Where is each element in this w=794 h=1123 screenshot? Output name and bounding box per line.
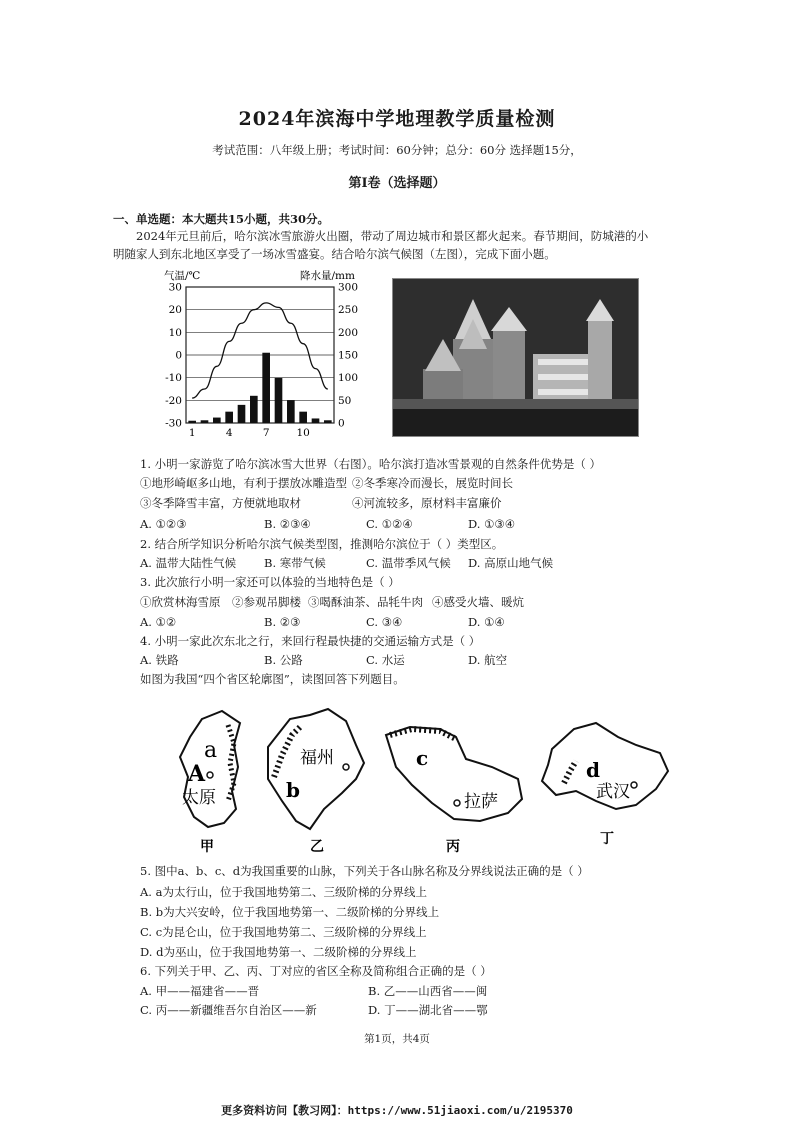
chart-ylabel-right: 降水量/mm bbox=[300, 270, 355, 282]
q4-option-d[interactable]: D. 航空 bbox=[468, 653, 508, 667]
mountain-label-d: d bbox=[586, 758, 600, 782]
q3-statement-2: ②参观吊脚楼 bbox=[232, 595, 301, 609]
mountain-label-a: a bbox=[204, 738, 218, 763]
q3-statement-3: ③喝酥油茶、品牦牛肉 bbox=[308, 595, 423, 609]
city-wuhan: 武汉 bbox=[596, 782, 630, 802]
precipitation-bar bbox=[299, 412, 307, 423]
resource-link[interactable]: 更多资料访问【教习网】：https://www.51jiaoxi.com/u/2195370 bbox=[221, 1104, 573, 1117]
chart-right-tick-label: 100 bbox=[338, 372, 359, 385]
q5-option-a[interactable]: A. a为太行山，位于我国地势第二、三级阶梯的分界线上 bbox=[140, 885, 427, 899]
precipitation-bar bbox=[262, 353, 270, 423]
ice-world-photo bbox=[392, 278, 639, 437]
q1-stem: 1. 小明一家游览了哈尔滨冰雪大世界（右图）。哈尔滨打造冰雪景观的自然条件优势是（ ） bbox=[140, 457, 602, 471]
map-name-yi: 乙 bbox=[310, 839, 324, 855]
q2-option-d[interactable]: D. 高原山地气候 bbox=[468, 556, 554, 570]
q4-option-b[interactable]: B. 公路 bbox=[264, 653, 303, 667]
q3-option-b[interactable]: B. ②③ bbox=[264, 615, 301, 629]
section-title: 第Ⅰ卷（选择题） bbox=[348, 176, 446, 191]
city-lhasa: 拉萨 bbox=[464, 792, 498, 812]
q6-option-d[interactable]: D. 丁——湖北省——鄂 bbox=[368, 1003, 488, 1017]
q6-option-b[interactable]: B. 乙——山西省——闽 bbox=[368, 984, 488, 998]
precipitation-bar bbox=[201, 420, 209, 423]
intro-line-1: 2024年元旦前后，哈尔滨冰雪旅游火出圈，带动了周边城市和景区都火起来。春节期间，防城港的小 bbox=[136, 229, 649, 243]
mountain-label-b: b bbox=[286, 778, 300, 802]
q3-stem: 3. 此次旅行小明一家还可以体验的当地特色是（ ） bbox=[140, 575, 400, 589]
precipitation-bar bbox=[324, 420, 332, 423]
q1-statement-2: ②冬季寒冷而漫长，展览时间长 bbox=[352, 476, 513, 490]
q1-option-c[interactable]: C. ①②④ bbox=[366, 517, 413, 531]
precipitation-bar bbox=[188, 421, 196, 423]
map-bing bbox=[386, 727, 522, 855]
map-name-ding: 丁 bbox=[600, 831, 614, 847]
marker-label-a: A bbox=[188, 761, 206, 787]
map-jia bbox=[180, 711, 240, 855]
climate-chart bbox=[150, 262, 380, 444]
province-maps bbox=[150, 705, 690, 860]
chart-right-tick-label: 250 bbox=[338, 304, 359, 317]
q2-option-b[interactable]: B. 寒带气候 bbox=[264, 556, 326, 570]
chart-x-tick-label: 7 bbox=[262, 427, 270, 439]
q1-option-a[interactable]: A. ①②③ bbox=[140, 517, 187, 531]
city-fuzhou: 福州 bbox=[300, 748, 334, 768]
precipitation-bar bbox=[275, 378, 283, 423]
q1-option-b[interactable]: B. ②③④ bbox=[264, 517, 311, 531]
exam-title: 2024年滨海中学地理教学质量检测 bbox=[238, 108, 556, 130]
precipitation-bar bbox=[312, 418, 320, 423]
chart-right-tick-label: 150 bbox=[338, 349, 359, 362]
precipitation-bar bbox=[238, 405, 246, 423]
map-name-bing: 丙 bbox=[446, 839, 460, 855]
chart-right-tick-label: 300 bbox=[338, 281, 359, 294]
q4-stem: 4. 小明一家此次东北之行，来回行程最快捷的交通运输方式是（ ） bbox=[140, 634, 481, 648]
chart-left-tick-label: -10 bbox=[165, 372, 182, 385]
q1-statement-4: ④河流较多，原材料丰富廉价 bbox=[352, 496, 502, 510]
map-intro: 如图为我国“四个省区轮廓图”，读图回答下列题目。 bbox=[140, 672, 405, 686]
map-ding bbox=[542, 723, 668, 847]
chart-left-tick-label: 30 bbox=[168, 281, 182, 294]
q3-option-d[interactable]: D. ①④ bbox=[468, 615, 505, 629]
chart-left-tick-label: 10 bbox=[168, 326, 182, 339]
ice-sculpture-illustration bbox=[393, 279, 638, 436]
q5-option-d[interactable]: D. d为巫山，位于我国地势第一、二级阶梯的分界线上 bbox=[140, 945, 417, 959]
chart-x-tick-label: 4 bbox=[225, 427, 233, 439]
chart-left-tick-label: 0 bbox=[175, 349, 182, 362]
chart-x-tick-label: 10 bbox=[296, 427, 310, 439]
precipitation-bar bbox=[250, 396, 258, 423]
precipitation-bar bbox=[225, 412, 233, 423]
precipitation-bar bbox=[287, 400, 295, 423]
q1-statement-3: ③冬季降雪丰富，方便就地取材 bbox=[140, 496, 301, 510]
temperature-curve bbox=[192, 303, 328, 398]
q1-option-d[interactable]: D. ①③④ bbox=[468, 517, 516, 531]
q3-statement-4: ④感受火墙、暖炕 bbox=[432, 595, 524, 609]
q1-statement-1: ①地形崎岖多山地，有利于摆放冰雕造型 bbox=[140, 476, 347, 490]
chart-right-tick-label: 0 bbox=[338, 417, 345, 430]
q6-stem: 6. 下列关于甲、乙、丙、丁对应的省区全称及简称组合正确的是（ ） bbox=[140, 964, 492, 978]
chart-left-tick-label: 20 bbox=[168, 304, 182, 317]
precipitation-bar bbox=[213, 418, 221, 423]
q3-option-a[interactable]: A. ①② bbox=[140, 615, 177, 629]
exam-meta: 考试范围：八年级上册；考试时间：60分钟；总分：60分 选择题15分， bbox=[212, 143, 582, 157]
q3-statement-1: ①欣赏林海雪原 bbox=[140, 595, 221, 609]
q6-option-a[interactable]: A. 甲——福建省——晋 bbox=[140, 984, 260, 998]
chart-right-tick-label: 50 bbox=[338, 394, 352, 407]
q2-option-a[interactable]: A. 温带大陆性气候 bbox=[140, 556, 237, 570]
intro-line-2: 明随家人到东北地区享受了一场冰雪盛宴。结合哈尔滨气候图（左图），完成下面小题。 bbox=[113, 247, 556, 261]
q2-option-c[interactable]: C. 温带季风气候 bbox=[366, 556, 451, 570]
q2-stem: 2. 结合所学知识分析哈尔滨气候类型图，推测哈尔滨位于（ ）类型区。 bbox=[140, 537, 504, 551]
chart-right-tick-label: 200 bbox=[338, 326, 359, 339]
q5-option-b[interactable]: B. b为大兴安岭，位于我国地势第一、二级阶梯的分界线上 bbox=[140, 905, 440, 919]
map-name-jia: 甲 bbox=[200, 839, 214, 855]
q5-option-c[interactable]: C. c为昆仑山，位于我国地势第二、三级阶梯的分界线上 bbox=[140, 925, 427, 939]
q4-option-c[interactable]: C. 水运 bbox=[366, 653, 405, 667]
map-yi bbox=[268, 709, 364, 855]
q4-option-a[interactable]: A. 铁路 bbox=[140, 653, 179, 667]
q6-option-c[interactable]: C. 丙——新疆维吾尔自治区——新 bbox=[140, 1003, 317, 1017]
city-taiyuan: 太原 bbox=[182, 788, 216, 808]
q5-stem: 5. 图中a、b、c、d为我国重要的山脉，下列关于各山脉名称及分界线说法正确的是（ ） bbox=[140, 864, 589, 878]
q3-option-c[interactable]: C. ③④ bbox=[366, 615, 403, 629]
part-heading: 一、单选题：本大题共15小题，共30分。 bbox=[113, 212, 330, 226]
chart-x-tick-label: 1 bbox=[188, 427, 196, 439]
chart-left-tick-label: -20 bbox=[165, 394, 182, 407]
chart-left-tick-label: -30 bbox=[165, 417, 182, 430]
mountain-label-c: c bbox=[416, 746, 429, 770]
page-number: 第1页，共4页 bbox=[364, 1033, 430, 1045]
chart-ylabel-left: 气温/℃ bbox=[164, 270, 201, 282]
